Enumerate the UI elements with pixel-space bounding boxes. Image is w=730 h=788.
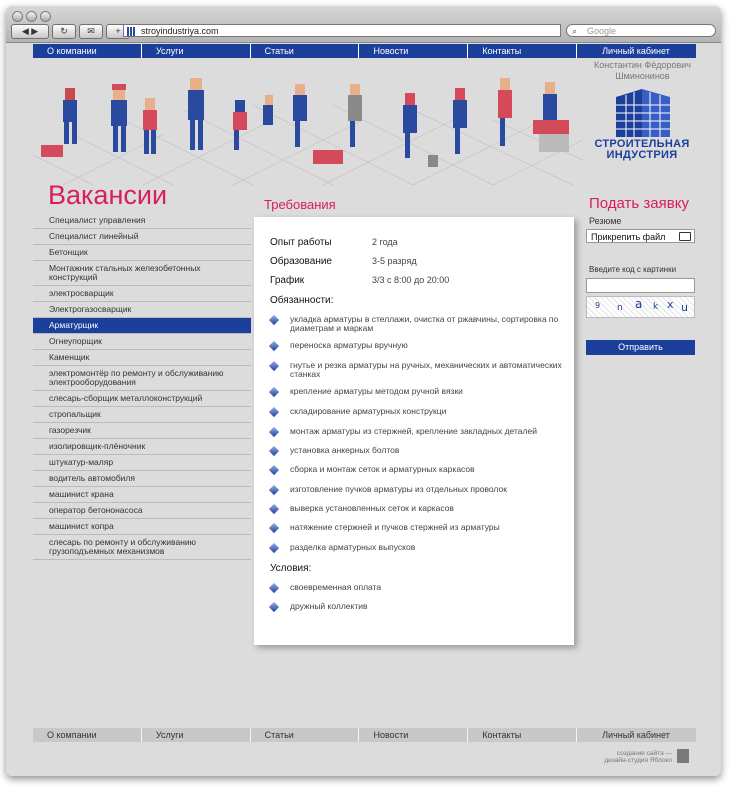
vacancy-item[interactable]: Каменщик: [33, 350, 251, 366]
folder-icon: [679, 232, 691, 241]
browser-window: [6, 6, 721, 776]
requirement-row: [270, 275, 449, 286]
search-icon: ⌕: [572, 26, 578, 36]
attach-file-label: Прикрепить файл: [591, 232, 666, 242]
cube-bullet-icon: [269, 446, 279, 456]
nav-item-1[interactable]: Услуги: [142, 44, 251, 58]
duties-label: Обязанности:: [270, 295, 334, 306]
cube-bullet-icon: [269, 341, 279, 351]
condition-text: своевременная оплата: [290, 582, 382, 592]
duty-item: [270, 465, 590, 474]
duty-text: монтаж арматуры из стержней, крепление закладных деталей: [290, 426, 537, 436]
requirement-row: [270, 237, 398, 248]
page-content: [6, 43, 721, 776]
address-bar[interactable]: [123, 24, 561, 37]
search-input[interactable]: [566, 24, 716, 37]
duty-item: [270, 543, 590, 552]
duty-item: [270, 504, 590, 513]
vacancy-item[interactable]: Монтажник стальных железобетонных конструкций: [33, 261, 251, 286]
requirements-title: Требования: [264, 197, 336, 212]
cube-bullet-icon: [269, 504, 279, 514]
condition-text: дружный коллектив: [290, 601, 368, 611]
logo-text-line1: СТРОИТЕЛЬНАЯ: [594, 138, 690, 150]
footer-nav: [33, 728, 696, 742]
requirement-label: Опыт работы: [270, 237, 332, 248]
duty-text: установка анкерных болтов: [290, 445, 400, 455]
duty-item: [270, 446, 590, 455]
vacancy-item[interactable]: водитель автомобиля: [33, 471, 251, 487]
vacancy-item[interactable]: Специалист управления: [33, 213, 251, 229]
vacancy-item[interactable]: Электрогазосварщик: [33, 302, 251, 318]
nav-item-0[interactable]: О компании: [33, 44, 142, 58]
vacancy-item[interactable]: газорезчик: [33, 423, 251, 439]
vacancies-title: Вакансии: [48, 180, 168, 210]
vacancy-item[interactable]: электросварщик: [33, 286, 251, 302]
requirement-value: 2 года: [372, 237, 398, 247]
cube-bullet-icon: [269, 543, 279, 553]
requirements-card: [254, 217, 574, 645]
requirement-label: Образование: [270, 256, 332, 267]
captcha-image: [586, 296, 695, 318]
add-bookmark-button[interactable]: +: [106, 24, 130, 39]
vacancy-item[interactable]: Бетонщик: [33, 245, 251, 261]
footer-nav-item-4[interactable]: Контакты: [468, 728, 577, 742]
requirement-value: 3/3 с 8:00 до 20:00: [372, 275, 450, 285]
cube-bullet-icon: [269, 485, 279, 495]
vacancy-item[interactable]: Специалист линейный: [33, 229, 251, 245]
vacancy-item[interactable]: машинист копра: [33, 519, 251, 535]
duty-text: сборка и монтаж сеток и арматурных каркасов: [290, 464, 475, 474]
contact-person: Константин Фёдорович Шминонинов: [594, 60, 691, 81]
duty-item: [270, 341, 590, 350]
building-logo-icon: [586, 87, 698, 139]
minimize-window-button[interactable]: [26, 11, 37, 22]
zoom-window-button[interactable]: [40, 11, 51, 22]
tabs-icon[interactable]: ✉: [79, 24, 103, 39]
requirement-label: График: [270, 275, 305, 286]
cube-bullet-icon: [269, 602, 279, 612]
footer-nav-item-3[interactable]: Новости: [359, 728, 468, 742]
duty-item: [270, 361, 590, 379]
vacancy-item[interactable]: электромонтёр по ремонту и обслуживанию электрооборудования: [33, 366, 251, 391]
requirement-value: 3-5 разряд: [372, 256, 417, 266]
duty-text: гнутье и резка арматуры на ручных, механических и автоматических станках: [290, 360, 562, 379]
forward-icon[interactable]: ▶: [31, 26, 39, 36]
captcha-char: k: [653, 302, 659, 312]
captcha-char: x: [667, 298, 674, 311]
vacancy-item[interactable]: машинист крана: [33, 487, 251, 503]
captcha-input[interactable]: [586, 278, 695, 293]
close-window-button[interactable]: [12, 11, 23, 22]
captcha-char: u: [681, 301, 688, 314]
back-forward-button[interactable]: [11, 24, 49, 39]
footer-nav-item-5[interactable]: Личный кабинет: [602, 730, 670, 740]
vacancy-list: [33, 213, 251, 560]
vacancy-item[interactable]: Огнеупорщик: [33, 334, 251, 350]
cube-bullet-icon: [269, 315, 279, 325]
apply-title: Подать заявку: [589, 195, 689, 212]
back-icon[interactable]: ◀: [21, 26, 29, 36]
duty-item: [270, 523, 590, 532]
cube-bullet-icon: [269, 427, 279, 437]
vacancy-item[interactable]: изолировщик-плёночник: [33, 439, 251, 455]
duty-item: [270, 387, 590, 396]
window-controls: [12, 11, 51, 22]
reload-button[interactable]: ↻: [52, 24, 76, 39]
conditions-label: Условия:: [270, 563, 312, 574]
main-nav: [33, 44, 696, 58]
attach-file-button[interactable]: [586, 229, 695, 243]
favicon-icon: [127, 27, 136, 36]
browser-toolbar: [6, 6, 721, 43]
nav-buttons: [11, 24, 133, 39]
vacancy-item[interactable]: штукатур-маляр: [33, 455, 251, 471]
duty-text: натяжение стержней и пучков стержней из арматуры: [290, 522, 500, 532]
duty-item: [270, 427, 590, 436]
vacancy-item[interactable]: слесарь по ремонту и обслуживанию грузоподъемных механизмов: [33, 535, 251, 560]
footer-nav-item-2[interactable]: Статьи: [251, 728, 360, 742]
search-placeholder: Google: [587, 26, 617, 36]
footer-nav-item-0[interactable]: О компании: [33, 728, 142, 742]
captcha-char: n: [617, 303, 623, 313]
url-text: stroyindustriya.com: [141, 26, 219, 36]
captcha-char: 9: [595, 301, 601, 310]
vacancy-item[interactable]: оператор бетононасоса: [33, 503, 251, 519]
vacancy-item[interactable]: Арматурщик: [33, 318, 251, 334]
hero-illustration: [33, 60, 583, 187]
studio-logo-icon[interactable]: [677, 749, 689, 763]
submit-button[interactable]: Отправить: [586, 340, 695, 355]
cube-bullet-icon: [269, 465, 279, 475]
captcha-char: a: [635, 297, 643, 311]
nav-item-3[interactable]: Новости: [359, 44, 468, 58]
cube-bullet-icon: [269, 387, 279, 397]
duty-item: [270, 485, 590, 494]
duty-text: изготовление пучков арматуры из отдельных проволок: [290, 484, 507, 494]
studio-credit[interactable]: создание сайта — дизайн-студия Яблоко: [604, 750, 672, 764]
logo-text-line2: ИНДУСТРИЯ: [606, 149, 678, 161]
condition-item: [270, 583, 590, 592]
duty-text: переноска арматуры вручную: [290, 340, 408, 350]
requirement-row: [270, 256, 417, 267]
nav-item-2[interactable]: Статьи: [251, 44, 360, 58]
company-logo[interactable]: [586, 87, 698, 167]
duty-text: крепление арматуры методом ручной вязки: [290, 386, 463, 396]
resume-label: Резюме: [589, 216, 622, 226]
nav-item-4[interactable]: Контакты: [468, 44, 577, 58]
vacancy-item[interactable]: слесарь-сборщик металлоконструкций: [33, 391, 251, 407]
duty-text: выверка установленных сеток и каркасов: [290, 503, 454, 513]
condition-item: [270, 602, 590, 611]
captcha-label: Введите код с картинки: [589, 265, 677, 274]
logo-text: [586, 139, 698, 161]
duty-text: разделка арматурных выпусков: [290, 542, 416, 552]
cube-bullet-icon: [269, 407, 279, 417]
duty-item: [270, 315, 590, 333]
footer-nav-item-1[interactable]: Услуги: [142, 728, 251, 742]
duty-text: укладка арматуры в стеллажи, очистка от ржавчины, сортировка по диаметрам и маркам: [290, 314, 559, 333]
nav-item-5[interactable]: Личный кабинет: [602, 46, 670, 56]
duty-text: складирование арматурных конструкци: [290, 406, 447, 416]
cube-bullet-icon: [269, 523, 279, 533]
vacancy-item[interactable]: стропальщик: [33, 407, 251, 423]
cube-bullet-icon: [269, 361, 279, 371]
duty-item: [270, 407, 590, 416]
cube-bullet-icon: [269, 583, 279, 593]
